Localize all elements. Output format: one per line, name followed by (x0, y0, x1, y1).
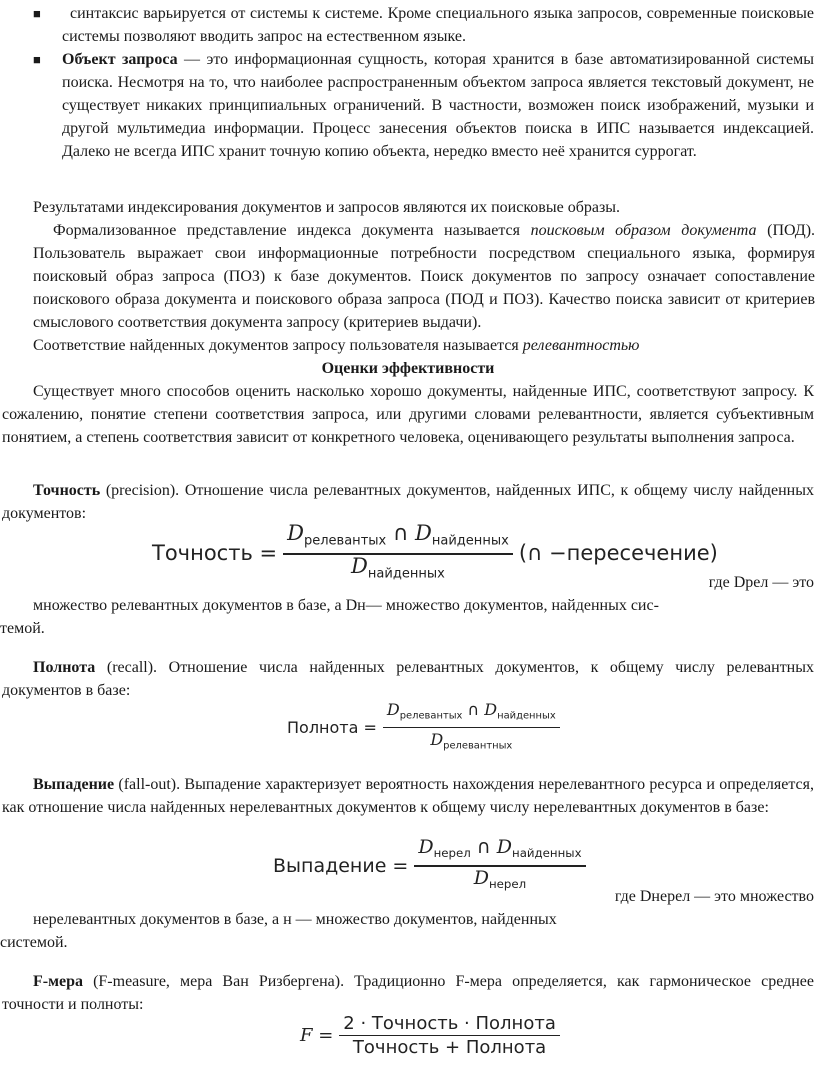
paragraph-formal: Формализованное представление индекса документа называется поисковым образом документа (ПОД). Пользователь выражает свои информационные потребности посредством специального языка, формируя поисковый образ запроса (ПОЗ) к базе документов. Поиск документов по запросу означает сопоставление поискового образа документа и поискового образа запроса (ПОД и ПОЗ). Качество поиска зависит от критериев смыслового соответствия документа запросу (критериев выдачи). (33, 222, 816, 331)
paragraph-results: Результатами индексирования документов и запросов являются их поисковые образы. (33, 199, 621, 216)
fallout-where: где Dнерел — это множество (614, 888, 814, 905)
formula-recall: Полнота = $\frac{D_{релевантых} \cap D_{найденных}}{D_{релевантных}}$ (287, 698, 566, 758)
bullet-marker: ■ (33, 6, 41, 21)
term-relevance: релевантностью (522, 337, 640, 354)
fallout-continuation: нерелевантных документов в базе, а н — множество документов, найденных (33, 911, 557, 928)
paragraph-fallout: Выпадение (fall-out). Выпадение характеризует вероятность нахождения нерелевантного ресурса и определяется, как отношение числа найденных нерелевантных документов к общему числу нерелевантных документов в базе: (2, 776, 814, 816)
object-text: — это информационная сущность, которая хранится в базе автоматизированной системы поиска. Несмотря на то, что наиболее распространенным объектом запроса является текстовый документ, не существует никаких принципиальных ограничений. В частности, возможен поиск изображений, музыки и другой мультимедиа информации. Процесс занесения объектов поиска в ИПС называется индексацией. Далеко не всегда ИПС хранит точную копию объекта, нередко вместо неё хранится суррогат. (62, 51, 815, 160)
fallout-continuation-2: системой. (0, 934, 68, 951)
bullet-item-syntax: синтаксис варьируется от системы к системе. Кроме специального языка запросов, современные поисковые системы позволяют вводить запрос на естественном языке. (62, 5, 814, 45)
precision-continuation-2: темой. (0, 620, 45, 637)
term-fallout: Выпадение (33, 776, 115, 793)
term-recall: Полнота (33, 659, 96, 676)
formula-precision: Точность = $\frac{D_{релевантых} \cap D_{найденных}}{D_{найденных}}$ (∩ −пересечение) (152, 521, 718, 582)
term-fmeasure: F-мера (33, 973, 83, 990)
paragraph-fmeasure: F-мера (F-measure, мера Ван Ризбергена). Традиционно F-мера определяется, как гармоническое среднее точности и полноты: (2, 973, 814, 1013)
formula-fallout: Выпадение = $\frac{D_{нерел} \cap D_{найденных}}{D_{нерел}}$ (273, 836, 592, 896)
bullet-item-object (62, 48, 814, 163)
paragraph-intro: Существует много способов оценить насколько хорошо документы, найденные ИПС, соответствуют запросу. К сожалению, понятие степени соответствия запроса, или другими словами релевантности, является субъективным понятием, а степень соответствия зависит от конкретного человека, оценивающего результаты выполнения запроса. (2, 383, 814, 446)
paragraph-precision: Точность (precision). Отношение числа релевантных документов, найденных ИПС, к общему числу найденных документов: (2, 482, 814, 522)
term-object: Объект запроса (62, 51, 178, 68)
formula-fmeasure: F = $\frac{\text{2 · Точность · Полнота}}{\text{Точность + Полнота}}$ (300, 1012, 566, 1059)
intersection-note: (∩ −пересечение) (518, 541, 718, 566)
paragraph-relevance: Соответствие найденных документов запросу пользователя называется релевантностью (33, 337, 640, 354)
term-precision: Точность (33, 482, 101, 499)
precision-continuation: множество релевантных документов в базе, а Dн— множество документов, найденных сис- (33, 597, 659, 614)
precision-where: где Dрел — это (708, 574, 814, 591)
paragraph-recall: Полнота (recall). Отношение числа найденных релевантных документов, к общему числу релевантных документов в базе: (2, 659, 814, 699)
section-heading: Оценки эффективности (321, 360, 495, 377)
term-pod: поисковым образом документа (530, 222, 757, 239)
bullet-marker: ■ (33, 52, 41, 67)
